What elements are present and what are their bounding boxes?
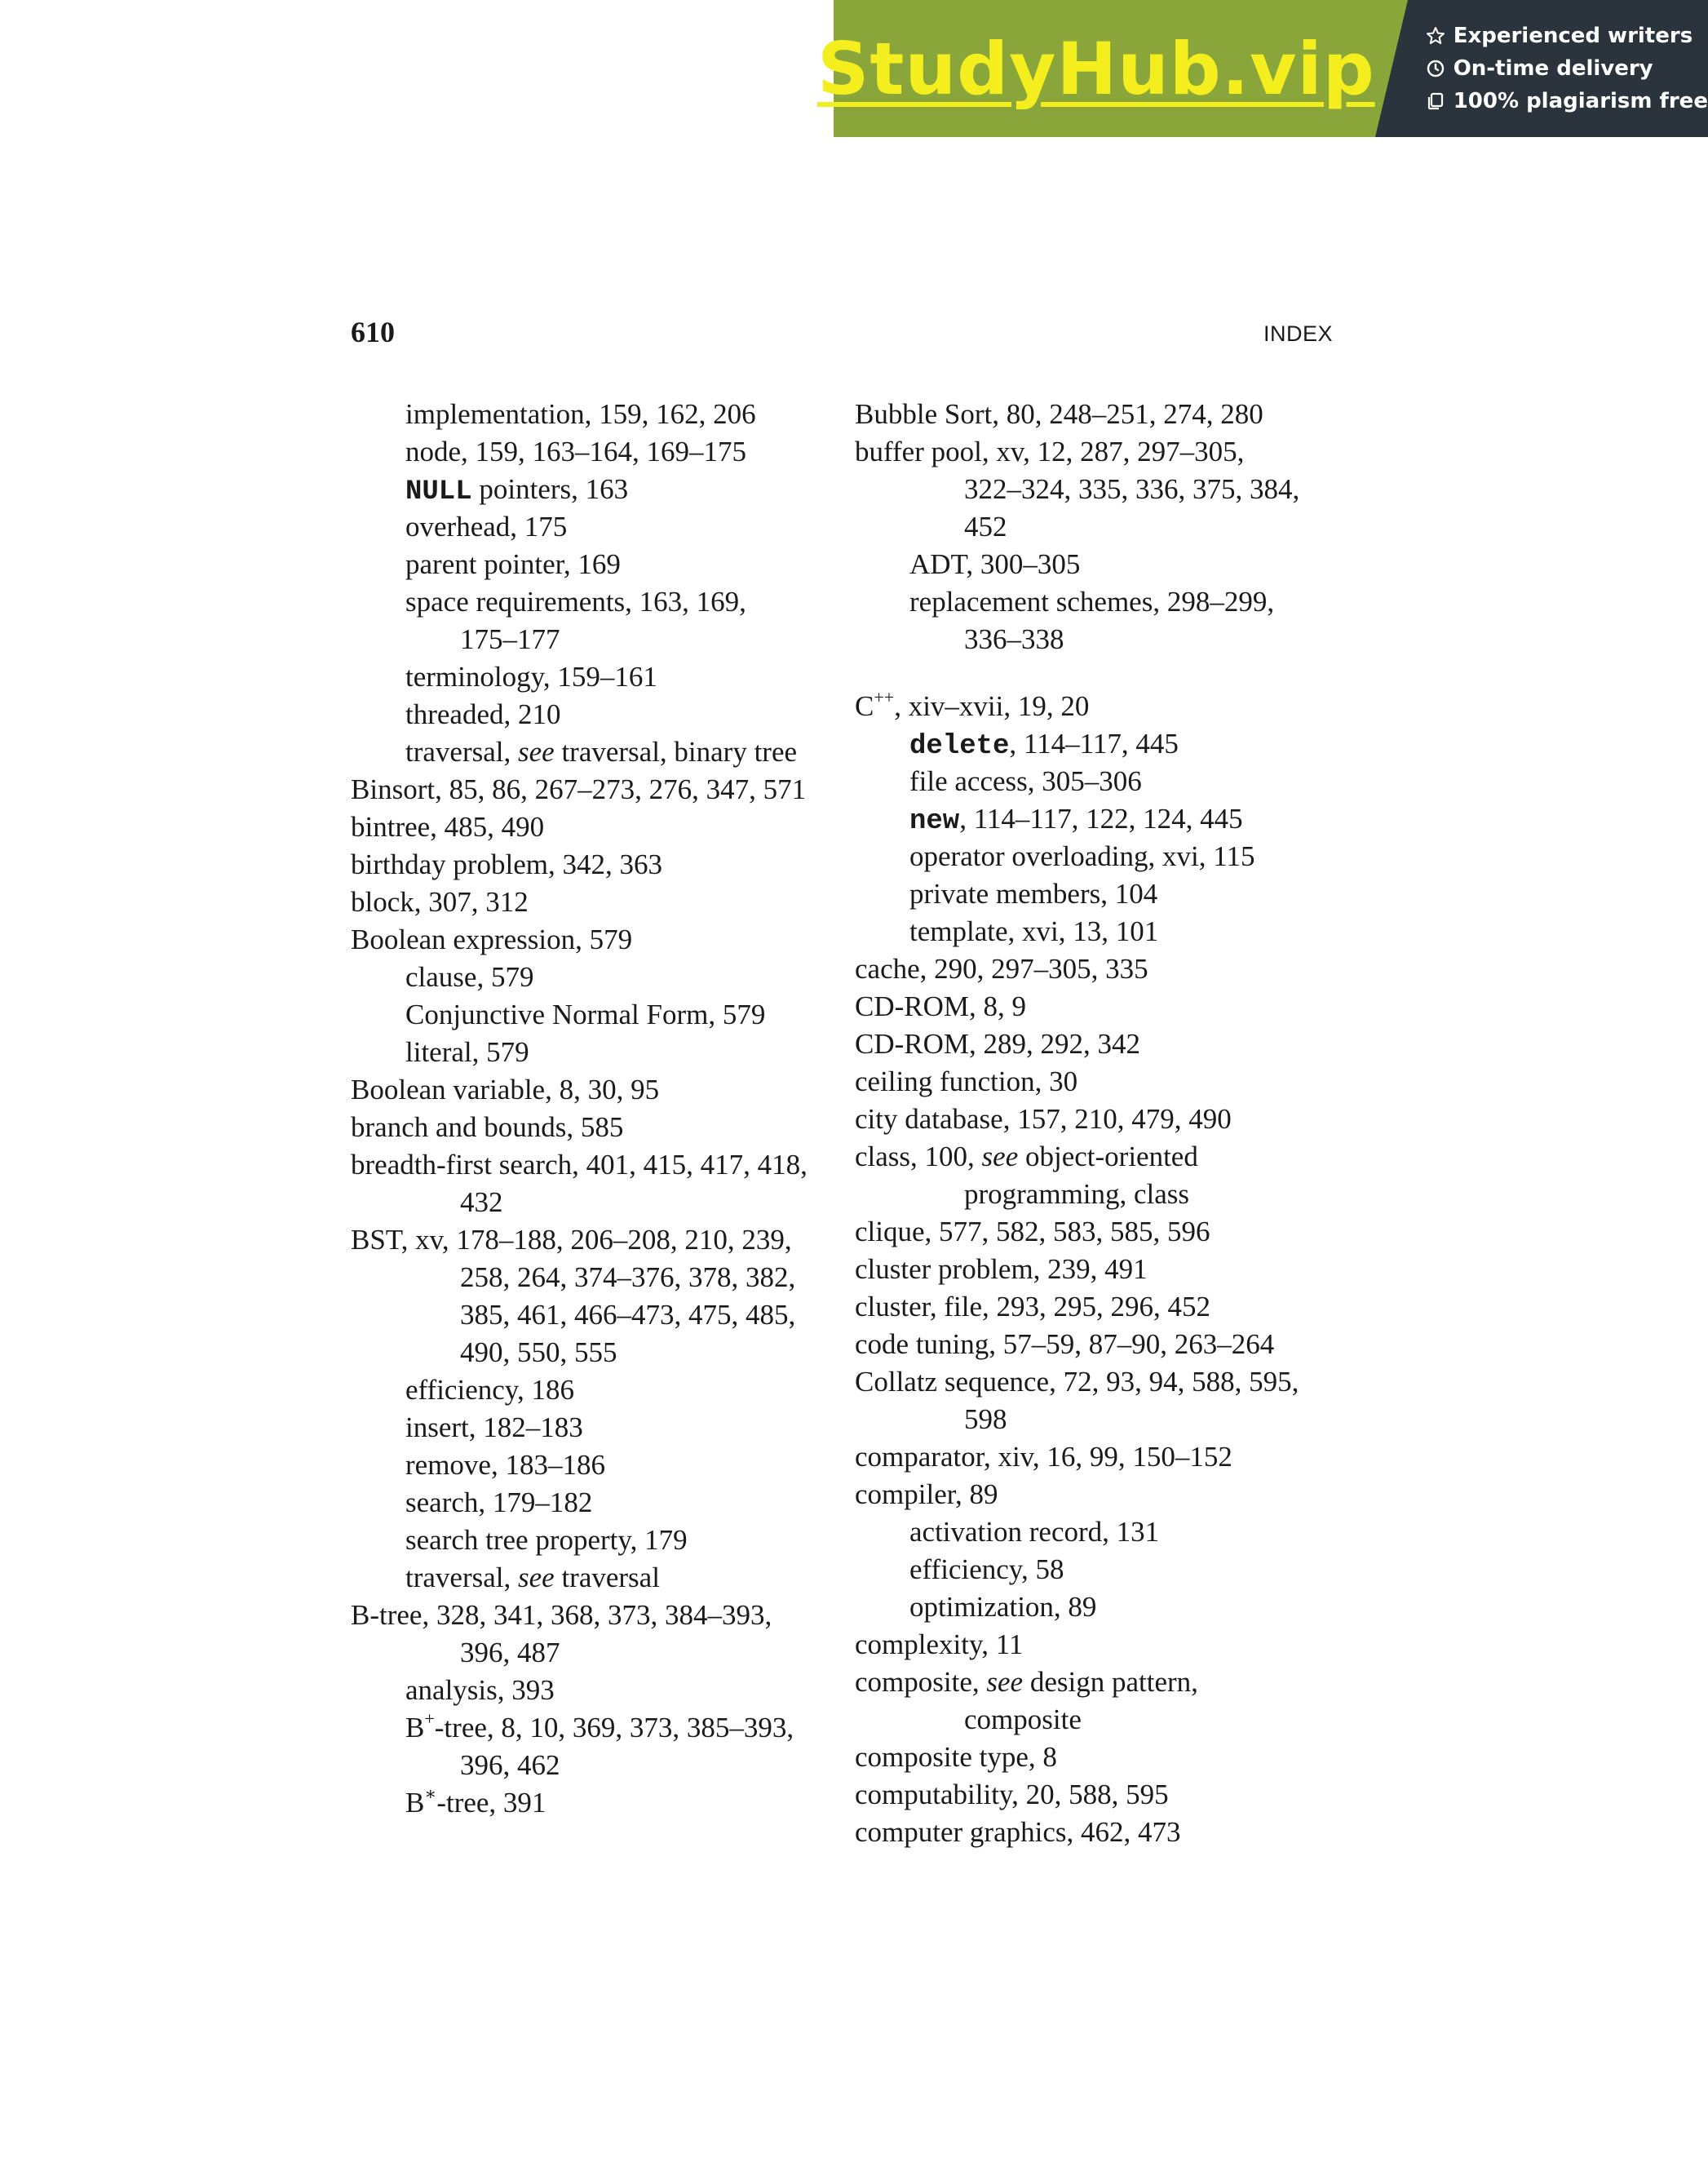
index-entry: block, 307, 312 (351, 886, 529, 918)
index-entry: implementation, 159, 162, 206 (405, 398, 756, 430)
index-entry (351, 1784, 840, 1822)
index-entry: space requirements, 163, 169, (405, 586, 746, 618)
feature-label: On-time delivery (1453, 56, 1653, 81)
index-entry-continuation: 598 (964, 1403, 1007, 1435)
index-entry-continuation: 322–324, 335, 336, 375, 384, (964, 473, 1300, 505)
entry-text: -tree, 391 (436, 1787, 546, 1819)
index-entry (351, 733, 840, 771)
index-entry-continuation: 175–177 (460, 623, 560, 655)
index-entry (855, 688, 1344, 725)
index-entry (855, 1664, 1344, 1701)
index-entry: computer graphics, 462, 473 (855, 1816, 1181, 1848)
index-entry: parent pointer, 169 (405, 548, 621, 580)
superscript: ∗ (424, 1783, 437, 1805)
index-entry: node, 159, 163–164, 169–175 (405, 436, 747, 467)
index-entry (351, 1559, 840, 1597)
code-term: NULL (405, 476, 472, 507)
index-entry: operator overloading, xvi, 115 (909, 840, 1255, 872)
index-entry-continuation: 336–338 (964, 623, 1064, 655)
index-entry: template, xvi, 13, 101 (909, 915, 1159, 947)
index-entry-continuation: 490, 550, 555 (460, 1336, 617, 1368)
index-entry: overhead, 175 (405, 511, 568, 543)
index-entry: analysis, 393 (405, 1674, 555, 1706)
feature-label: 100% plagiarism free (1453, 89, 1708, 113)
index-entry (351, 471, 840, 508)
index-entry: branch and bounds, 585 (351, 1111, 624, 1143)
banner-features (1375, 0, 1708, 137)
index-entry-continuation: 258, 264, 374–376, 378, 382, (460, 1261, 796, 1293)
index-entry: file access, 305–306 (909, 765, 1142, 797)
feature-label: Experienced writers (1453, 24, 1693, 48)
entry-text: pointers, 163 (471, 473, 629, 505)
entry-text: object-oriented (1018, 1141, 1198, 1172)
entry-text: , 114–117, 445 (1009, 728, 1179, 760)
entry-text: , 114–117, 122, 124, 445 (959, 803, 1243, 835)
index-entry: Binsort, 85, 86, 267–273, 276, 347, 571 (351, 773, 807, 805)
index-entry: Bubble Sort, 80, 248–251, 274, 280 (855, 398, 1263, 430)
index-entry: breadth-first search, 401, 415, 417, 418, (351, 1149, 808, 1181)
index-entry: cache, 290, 297–305, 335 (855, 953, 1148, 985)
entry-text: traversal (554, 1562, 660, 1593)
index-entry-continuation: programming, class (964, 1178, 1190, 1210)
index-entry: bintree, 485, 490 (351, 811, 545, 843)
code-term: delete (909, 731, 1010, 762)
index-entry: CD-ROM, 8, 9 (855, 990, 1027, 1022)
index-entry: activation record, 131 (909, 1516, 1160, 1548)
studyhub-banner[interactable] (817, 0, 1708, 137)
see-reference: see (986, 1666, 1024, 1698)
index-entry: Boolean expression, 579 (351, 924, 633, 955)
see-reference: see (517, 736, 555, 768)
index-entry: birthday problem, 342, 363 (351, 848, 663, 880)
index-entry (855, 725, 1344, 763)
entry-text: design pattern, (1023, 1666, 1198, 1698)
index-entry: search, 179–182 (405, 1486, 593, 1518)
index-entry: comparator, xiv, 16, 99, 150–152 (855, 1441, 1232, 1473)
index-entry-continuation: 396, 487 (460, 1637, 560, 1668)
index-entry-continuation: 452 (964, 511, 1007, 543)
index-entry (351, 1709, 840, 1747)
entry-text: C (855, 690, 874, 722)
index-entry: Boolean variable, 8, 30, 95 (351, 1074, 660, 1105)
index-entry-continuation: 385, 461, 466–473, 475, 485, (460, 1299, 796, 1331)
index-entry: terminology, 159–161 (405, 661, 657, 693)
index-entry: compiler, 89 (855, 1478, 998, 1510)
index-entry: complexity, 11 (855, 1628, 1024, 1660)
feature-item (1426, 24, 1708, 48)
running-head: INDEX (1263, 321, 1333, 346)
index-entry: efficiency, 58 (909, 1553, 1064, 1585)
feature-item (1426, 56, 1708, 81)
index-entry: city database, 157, 210, 479, 490 (855, 1103, 1232, 1135)
index-entry: computability, 20, 588, 595 (855, 1779, 1169, 1810)
page-number: 610 (351, 316, 395, 348)
entry-text: -tree, 8, 10, 369, 373, 385–393, (434, 1712, 794, 1743)
entry-text: traversal, (405, 736, 518, 768)
entry-text: B (405, 1787, 425, 1819)
index-entry: cluster problem, 239, 491 (855, 1253, 1148, 1285)
entry-text: traversal, binary tree (554, 736, 798, 768)
index-entry: literal, 579 (405, 1036, 529, 1068)
entry-text: traversal, (405, 1562, 518, 1593)
index-entry: CD-ROM, 289, 292, 342 (855, 1028, 1141, 1060)
index-entry: Conjunctive Normal Form, 579 (405, 999, 766, 1030)
entry-text: B (405, 1712, 425, 1743)
copy-icon (1426, 91, 1445, 111)
index-entry: insert, 182–183 (405, 1411, 583, 1443)
index-entry: clique, 577, 582, 583, 585, 596 (855, 1216, 1210, 1247)
clock-icon (1426, 59, 1445, 78)
banner-brand-area (817, 0, 1375, 137)
index-entry: ceiling function, 30 (855, 1065, 1078, 1097)
entry-text: composite, (855, 1666, 987, 1698)
index-entry-continuation: composite (964, 1703, 1082, 1735)
index-entry: replacement schemes, 298–299, (909, 586, 1275, 618)
index-entry (855, 1138, 1344, 1176)
index-entry: composite type, 8 (855, 1741, 1057, 1773)
index-entry: code tuning, 57–59, 87–90, 263–264 (855, 1328, 1275, 1360)
code-term: new (909, 806, 960, 837)
superscript: ++ (874, 687, 895, 708)
index-entry: search tree property, 179 (405, 1524, 688, 1556)
entry-text: , xiv–xvii, 19, 20 (894, 690, 1090, 722)
see-reference: see (981, 1141, 1019, 1172)
index-entry: remove, 183–186 (405, 1449, 605, 1481)
index-entry-continuation: 396, 462 (460, 1749, 560, 1781)
entry-text: class, 100, (855, 1141, 982, 1172)
letter-group-gap (855, 658, 1344, 688)
star-icon (1426, 26, 1445, 46)
index-entry: cluster, file, 293, 295, 296, 452 (855, 1291, 1211, 1322)
superscript: + (424, 1708, 435, 1730)
index-column-left (351, 396, 840, 1822)
index-column-right (855, 396, 1344, 1851)
index-entry: efficiency, 186 (405, 1374, 574, 1406)
index-entry: optimization, 89 (909, 1591, 1097, 1623)
index-entry: buffer pool, xv, 12, 287, 297–305, (855, 436, 1245, 467)
see-reference: see (517, 1562, 555, 1593)
brand-logo-text: StudyHub.vip (817, 26, 1375, 111)
index-entry: private members, 104 (909, 878, 1158, 910)
index-entry (855, 800, 1344, 838)
index-entry-continuation: 432 (460, 1186, 503, 1218)
index-entry: ADT, 300–305 (909, 548, 1081, 580)
index-entry: B-tree, 328, 341, 368, 373, 384–393, (351, 1599, 772, 1631)
feature-item (1426, 89, 1708, 113)
index-entry: BST, xv, 178–188, 206–208, 210, 239, (351, 1224, 792, 1256)
index-entry: threaded, 210 (405, 698, 561, 730)
index-entry: Collatz sequence, 72, 93, 94, 588, 595, (855, 1366, 1299, 1398)
index-entry: clause, 579 (405, 961, 534, 993)
